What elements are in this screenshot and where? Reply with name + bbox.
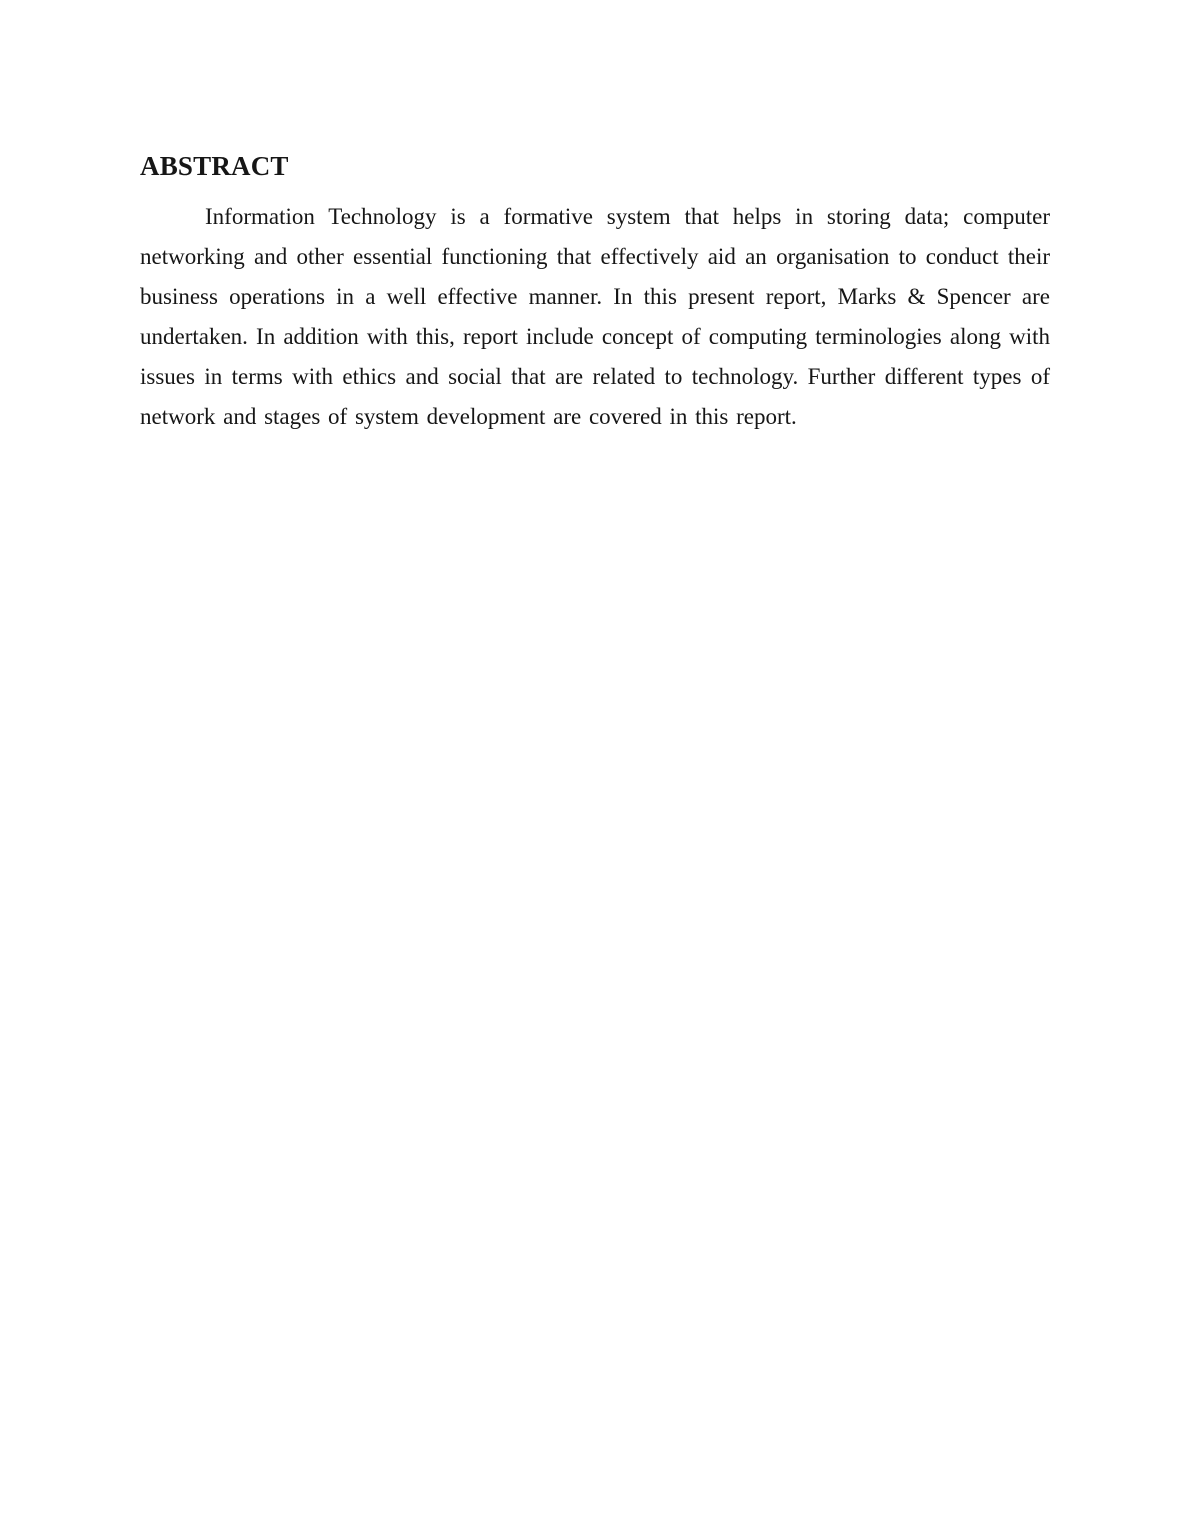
abstract-heading: ABSTRACT — [140, 151, 289, 181]
abstract-paragraph: Information Technology is a formative system that helps in storing data; computer networking and other essential functioning that effectively aid an organisation to conduct their business operations in a well effective manner. In this present report, Marks & Spencer are undertaken. In addition with this, report include concept of computing terminologies along with issues in terms with ethics and social that are related to technology. Further different types of network and stages of system development are covered in this report. — [140, 204, 1050, 429]
